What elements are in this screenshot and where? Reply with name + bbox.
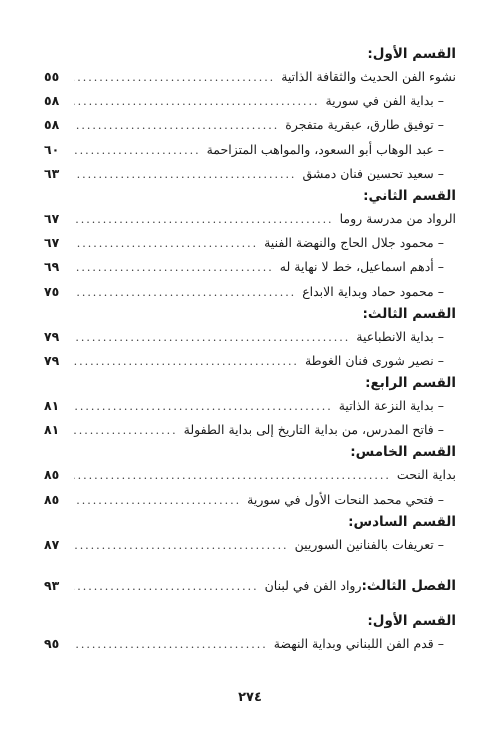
entry-page-number: ٧٩ — [44, 328, 60, 344]
toc-entry[interactable] — [44, 280, 456, 304]
toc-entry[interactable] — [44, 488, 456, 512]
chapter-label: الفصل الثالث: — [361, 578, 456, 594]
entry-page-number: ٥٨ — [44, 93, 60, 109]
dot-leader — [74, 163, 296, 187]
entry-title: – عبد الوهاب أبو السعود، والمواهب المتزاحمة — [201, 138, 456, 162]
entry-title: – توفيق طارق، عبقرية متفجرة — [279, 113, 456, 137]
entry-page-number: ٥٨ — [44, 117, 60, 133]
entry-title: – سعيد تحسين فنان دمشق — [296, 162, 456, 186]
dot-leader — [74, 90, 319, 114]
toc-entry[interactable] — [44, 325, 456, 349]
section-heading: القسم الثاني: — [363, 187, 456, 204]
dot-leader — [74, 208, 334, 232]
entry-page-number: ٥٥ — [44, 69, 60, 84]
toc-entry[interactable] — [44, 463, 456, 487]
dot-leader — [74, 489, 241, 513]
toc-entry[interactable] — [44, 349, 456, 373]
entry-page-number: ٨٥ — [44, 491, 60, 507]
toc-entry[interactable] — [44, 255, 456, 279]
entry-title: – محمود حماد وبداية الابداع — [296, 280, 456, 304]
entry-title: بداية النحت — [396, 467, 456, 483]
section-heading: القسم الرابع: — [365, 375, 456, 392]
section-heading: القسم السادس: — [348, 513, 456, 530]
toc-entry[interactable] — [44, 138, 456, 162]
entry-title: – فاتح المدرس، من بداية التاريخ إلى بداية الطفولة — [178, 418, 456, 442]
entry-page-number: ٦٧ — [44, 210, 60, 226]
toc-entry[interactable] — [44, 632, 456, 656]
toc-entry[interactable] — [44, 231, 456, 255]
toc-entry[interactable] — [44, 89, 456, 113]
dot-leader — [74, 464, 391, 488]
dot-leader — [74, 114, 279, 138]
dot-leader — [74, 419, 178, 443]
section-heading: القسم الثالث: — [362, 305, 456, 322]
section-heading: القسم الخامس: — [350, 444, 456, 461]
entry-title: – تعريفات بالفنانين السوريين — [289, 533, 456, 557]
entry-page-number: ٨١ — [44, 398, 60, 414]
dot-leader — [74, 139, 201, 163]
toc-entry[interactable] — [44, 113, 456, 137]
dot-leader — [74, 395, 333, 419]
entry-title: – بداية الانطباعية — [350, 325, 456, 349]
toc-entry[interactable] — [44, 207, 456, 231]
dot-leader — [74, 534, 289, 558]
entry-title: – نصير شورى فنان الغوطة — [299, 349, 456, 373]
entry-page-number: ٨١ — [44, 422, 60, 438]
chapter-page-number: ٩٣ — [44, 578, 60, 593]
toc-entry[interactable] — [44, 162, 456, 186]
entry-page-number: ٦٩ — [44, 259, 60, 275]
dot-leader — [74, 66, 275, 90]
dot-leader — [74, 574, 259, 600]
entry-title: نشوء الفن الحديث والثقافة الذاتية — [281, 69, 456, 84]
entry-title: – محمود جلال الحاج والنهضة الفنية — [258, 231, 456, 255]
section-heading: القسم الأول: — [367, 613, 456, 629]
entry-page-number: ٧٥ — [44, 283, 60, 299]
entry-page-number: ٩٥ — [44, 636, 60, 651]
entry-title: – قدم الفن اللبناني وبداية النهضة — [268, 632, 456, 656]
entry-page-number: ٦٠ — [44, 141, 60, 157]
dot-leader — [74, 633, 268, 657]
chapter-entry[interactable] — [44, 573, 456, 599]
toc-entry[interactable] — [44, 65, 456, 89]
section-heading: القسم الأول: — [367, 46, 456, 62]
entry-page-number: ٦٣ — [44, 165, 60, 181]
toc-entry[interactable] — [44, 394, 456, 418]
entry-title: – فتحي محمد النحات الأول في سورية — [241, 488, 456, 512]
dot-leader — [74, 326, 350, 350]
entry-title: – أدهم اسماعيل، خط لا نهاية له — [274, 255, 456, 279]
table-of-contents — [44, 44, 456, 656]
entry-page-number: ٦٧ — [44, 235, 60, 251]
dot-leader — [74, 232, 258, 256]
dot-leader — [74, 256, 274, 280]
entry-page-number: ٨٧ — [44, 536, 60, 552]
toc-entry[interactable] — [44, 533, 456, 557]
entry-page-number: ٨٥ — [44, 467, 60, 483]
entry-title: – بداية النزعة الذاتية — [333, 394, 456, 418]
toc-entry[interactable] — [44, 418, 456, 442]
entry-page-number: ٧٩ — [44, 352, 60, 368]
entry-title: – بداية الفن في سورية — [319, 89, 456, 113]
entry-title: الرواد من مدرسة روما — [339, 210, 456, 226]
dot-leader — [74, 350, 299, 374]
page-number-footer: ٢٧٤ — [238, 690, 262, 705]
dot-leader — [74, 281, 296, 305]
chapter-title: رواد الفن في لبنان — [264, 578, 362, 593]
